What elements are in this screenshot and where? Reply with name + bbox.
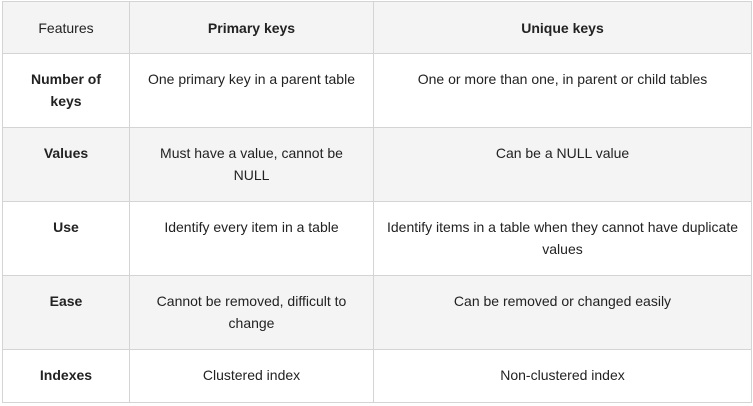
cell-unique: Can be a NULL value	[374, 128, 752, 202]
table-row	[3, 128, 752, 202]
table-row	[3, 350, 752, 403]
comparison-table	[2, 1, 752, 403]
header-unique-keys: Unique keys	[374, 2, 752, 54]
table-header-row	[3, 2, 752, 54]
cell-primary: Cannot be removed, difficult to change	[130, 276, 374, 350]
cell-primary: One primary key in a parent table	[130, 54, 374, 128]
header-features: Features	[3, 2, 130, 54]
cell-unique: Non-clustered index	[374, 350, 752, 403]
row-label-values: Values	[3, 128, 130, 202]
cell-unique: Can be removed or changed easily	[374, 276, 752, 350]
cell-primary: Must have a value, cannot be NULL	[130, 128, 374, 202]
header-primary-keys: Primary keys	[130, 2, 374, 54]
table-row	[3, 202, 752, 276]
cell-unique: Identify items in a table when they cannot have duplicate values	[374, 202, 752, 276]
row-label-number-of-keys: Number of keys	[3, 54, 130, 128]
cell-unique: One or more than one, in parent or child tables	[374, 54, 752, 128]
cell-primary: Identify every item in a table	[130, 202, 374, 276]
table-row	[3, 276, 752, 350]
cell-primary: Clustered index	[130, 350, 374, 403]
table-row	[3, 54, 752, 128]
row-label-indexes: Indexes	[3, 350, 130, 403]
row-label-use: Use	[3, 202, 130, 276]
row-label-ease: Ease	[3, 276, 130, 350]
